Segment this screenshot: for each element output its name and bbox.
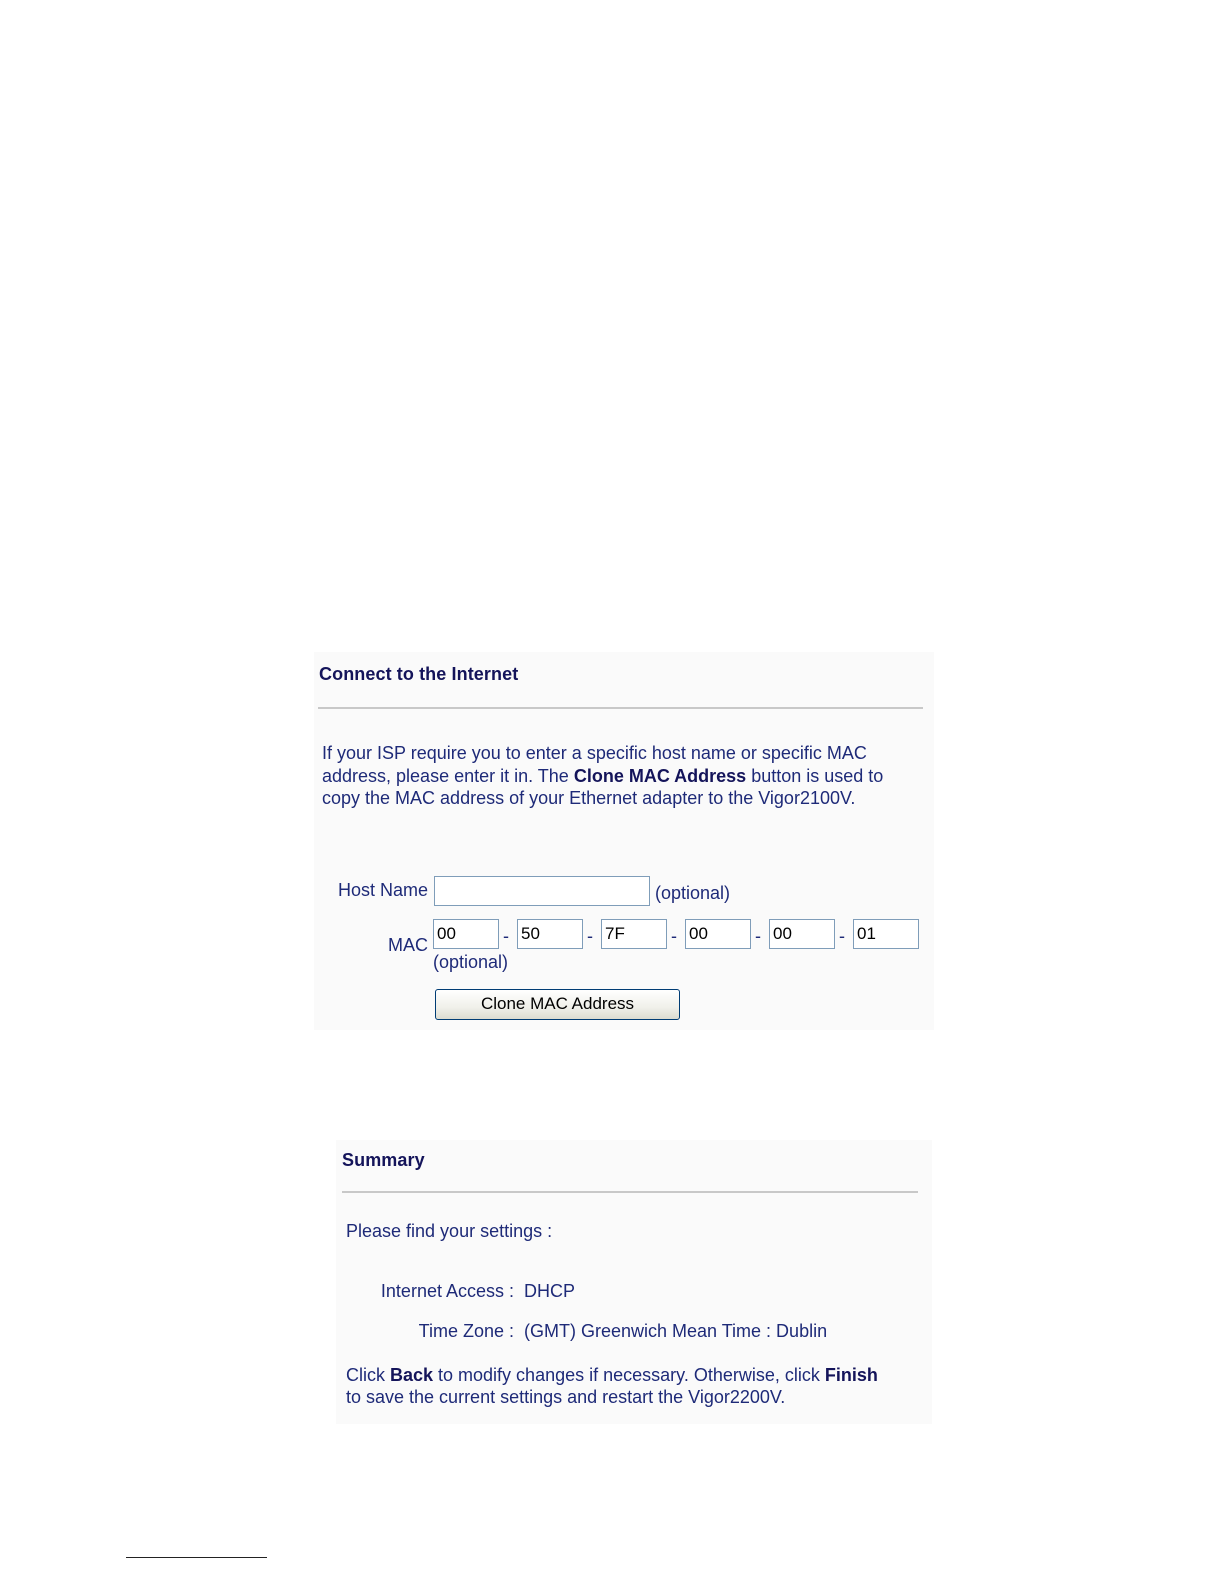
connect-title: Connect to the Internet (319, 664, 519, 684)
intro-text-1: If your ISP require you to enter a specific host name or specific MAC address, please enter it in. The (322, 743, 867, 786)
mac-octet-4-input[interactable] (685, 919, 751, 949)
footer-text-1: Click (346, 1365, 390, 1385)
mac-optional: (optional) (433, 952, 509, 972)
intro-text-bold: Clone MAC Address (573, 765, 747, 786)
mac-octet-1-input[interactable] (433, 919, 499, 949)
mac-separator: - (671, 926, 677, 946)
mac-octet-5-input[interactable] (769, 919, 835, 949)
mac-label: MAC (388, 935, 428, 955)
connect-panel (314, 652, 934, 1030)
summary-intro: Please find your settings : (346, 1221, 553, 1241)
mac-separator: - (587, 926, 593, 946)
summary-title: Summary (342, 1150, 425, 1170)
footer-finish-word: Finish (824, 1365, 878, 1385)
summary-divider (342, 1191, 918, 1193)
connect-intro (322, 742, 922, 810)
connect-divider (318, 707, 923, 709)
time-zone-label: Time Zone : (418, 1321, 514, 1341)
host-name-input[interactable] (434, 876, 650, 906)
mac-separator: - (755, 926, 761, 946)
time-zone-value: (GMT) Greenwich Mean Time : Dublin (524, 1321, 828, 1341)
footnote-divider (126, 1557, 267, 1558)
internet-access-value: DHCP (524, 1281, 576, 1301)
summary-panel (336, 1140, 932, 1424)
mac-octet-3-input[interactable] (601, 919, 667, 949)
summary-footer-line-2: to save the current settings and restart the Vigor2200V. (346, 1387, 786, 1407)
mac-octet-6-input[interactable] (853, 919, 919, 949)
host-name-optional: (optional) (655, 883, 731, 903)
mac-separator: - (503, 926, 509, 946)
host-name-label: Host Name (337, 880, 428, 900)
mac-separator: - (839, 926, 845, 946)
internet-access-label: Internet Access : (380, 1281, 514, 1301)
footer-text-2: to modify changes if necessary. Otherwise, click (433, 1365, 825, 1385)
clone-mac-address-button[interactable]: Clone MAC Address (435, 989, 680, 1020)
footer-back-word: Back (390, 1365, 434, 1385)
intro-text-2: button is used to copy the MAC address of your Ethernet adapter to the Vigor2100V. (322, 765, 884, 808)
summary-footer-line-1 (346, 1365, 878, 1386)
mac-octet-2-input[interactable] (517, 919, 583, 949)
